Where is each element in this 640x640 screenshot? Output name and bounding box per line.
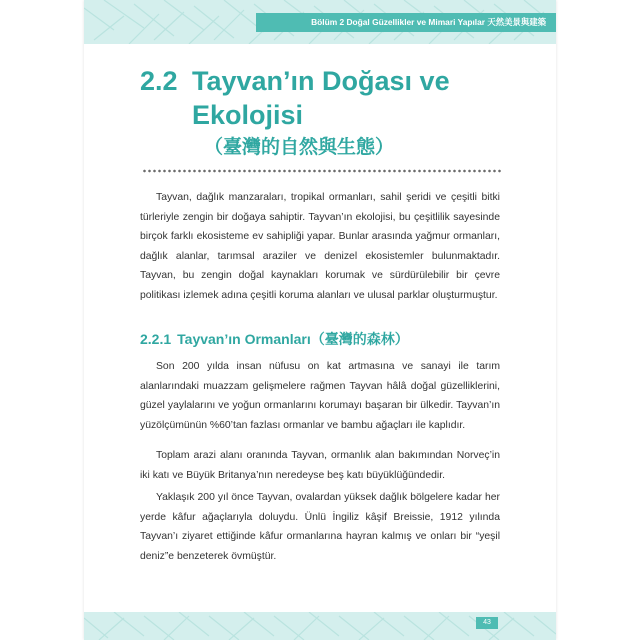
subsection-title: Tayvan’ın Ormanları（臺灣的森林） xyxy=(177,331,409,347)
page-number: 43 xyxy=(476,617,498,629)
subsection-heading xyxy=(140,330,409,348)
section-title-line1: Tayvan’ın Doğası ve xyxy=(192,66,450,96)
section-number: 2.2 xyxy=(140,66,178,96)
section-title-chinese: （臺灣的自然與生態） xyxy=(204,136,395,158)
subsection-number: 2.2.1 xyxy=(140,331,172,347)
section-title xyxy=(140,64,540,132)
forest-paragraph-1: Son 200 yılda insan nüfusu on kat artmasına ve sanayi ile tarım alanlarındaki muazzam gelişmelere rağmen Tayvan hâlâ doğal güzelliklerini, güzel yaylalarını ve yoğun ormanlarını korumayı başaran bir ülkedir. Tayvan’ın yüzölçümünün %60’tan fazlası ormanlar ve bambu ağaçları ile kaplıdır. xyxy=(140,361,500,431)
chapter-header: Bölüm 2 Doğal Güzellikler ve Mimari Yapılar 天然美景與建築 xyxy=(256,13,556,32)
book-page xyxy=(84,0,556,640)
dotted-divider xyxy=(142,169,502,173)
intro-paragraph: Tayvan, dağlık manzaraları, tropikal ormanları, sahil şeridi ve çeşitli bitki türleriyle zengin bir doğaya sahiptir. Tayvan’ın ekolojisi, bu çeşitlilik sayesinde birçok farklı ekosisteme ev sahipliği yapar. Bunlar arasında yağmur ormanları, dağlık alanlar, tarımsal araziler ve denizel ekosistemler bulunmaktadır. Tayvan, bu zengin doğal kaynakları korumak ve sürdürülebilir bir çevre politikası izlemek adına çeşitli koruma alanları ve ulusal parklar oluşturmuştur. xyxy=(140,192,500,301)
forest-paragraph-2: Toplam arazi alanı oranında Tayvan, ormanlık alan bakımından Norveç’in iki katı ve Büyük Britanya’nın neredeyse beş katı büyüklüğündedir. xyxy=(140,450,500,481)
forest-paragraph-3: Yaklaşık 200 yıl önce Tayvan, ovalardan yüksek dağlık bölgelere kadar her yerde kâfur ağaçlarıyla doluydu. Ünlü İngiliz kâşif Breissie, 1912 yılında Tayvan’ı ziyaret ettiğinde kâfur ormanlarına hayran kalmış ve onları bir “yeşil deniz”e benzeterek övmüştür. xyxy=(140,492,500,562)
footer-band xyxy=(84,612,556,640)
section-title-line2: Ekolojisi xyxy=(192,100,304,130)
header-band xyxy=(84,0,556,44)
